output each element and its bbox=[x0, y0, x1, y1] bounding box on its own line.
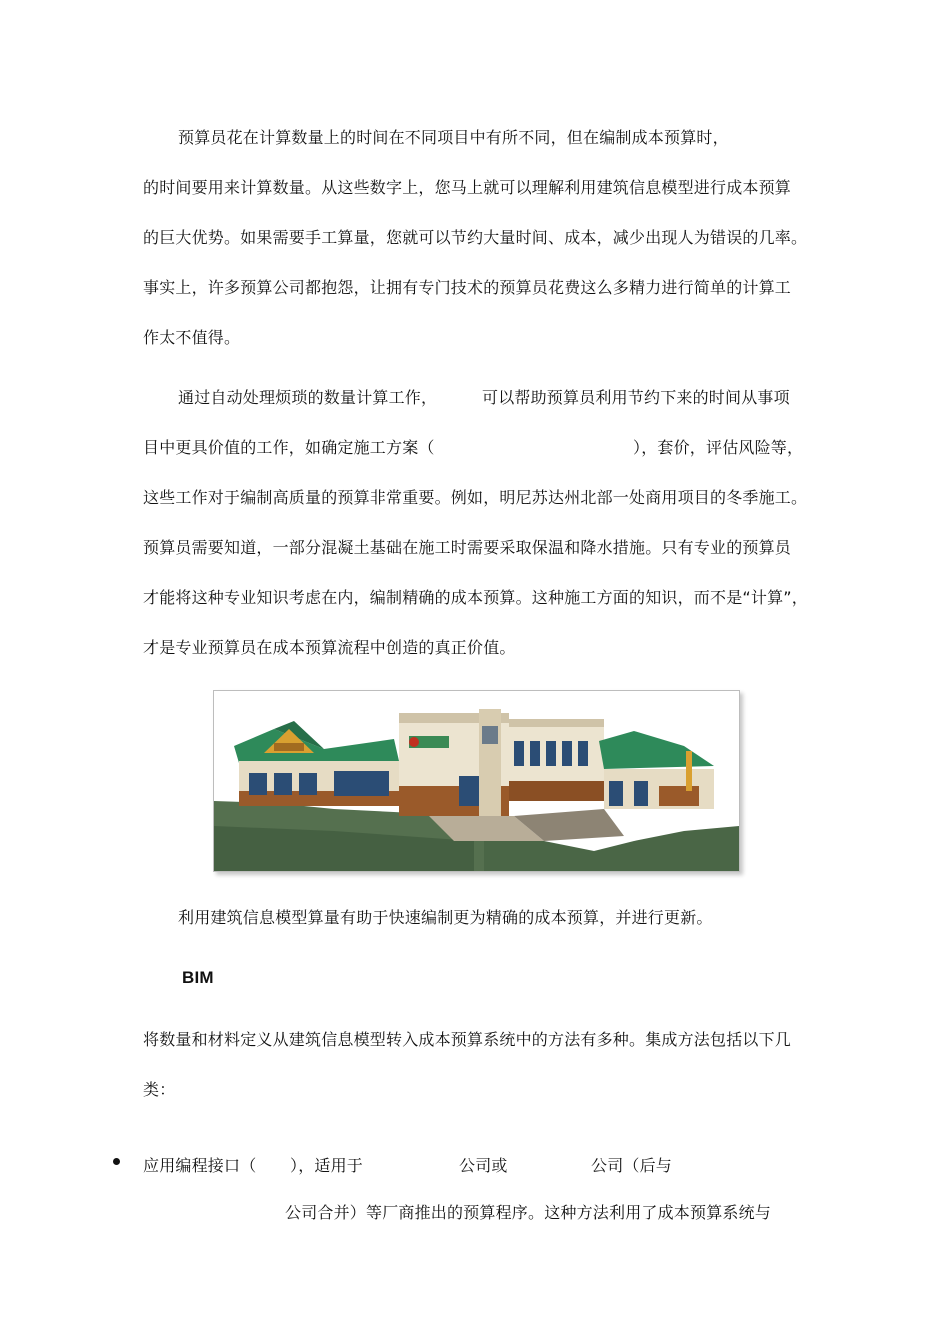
bullet-1-line-1b: ），适用于 bbox=[290, 1156, 364, 1175]
paragraph-2-line-5: 才能将这种专业知识考虑在内，编制精确的成本预算。这种施工方面的知识，而不是“计算”， bbox=[143, 588, 808, 607]
paragraph-2-line-3: 这些工作对于编制高质量的预算非常重要。例如，明尼苏达州北部一处商用项目的冬季施工。 bbox=[143, 488, 808, 507]
paragraph-2-line-4: 预算员需要知道，一部分混凝土基础在施工时需要采取保温和降水措施。只有专业的预算员 bbox=[143, 538, 792, 557]
paragraph-2-line-2a: 目中更具价值的工作，如确定施工方案（ bbox=[143, 438, 435, 457]
paragraph-1-line-4: 事实上，许多预算公司都抱怨，让拥有专门技术的预算员花费这么多精力进行简单的计算工 bbox=[143, 278, 792, 297]
bullet-1-line-1c: 公司或 bbox=[459, 1156, 508, 1175]
building-illustration bbox=[214, 691, 739, 871]
section-heading: BIM bbox=[182, 968, 214, 987]
paragraph-2-line-1b: 可以帮助预算员利用节约下来的时间从事项 bbox=[482, 388, 790, 407]
paragraph-2-line-6: 才是专业预算员在成本预算流程中创造的真正价值。 bbox=[143, 638, 516, 657]
paragraph-3-line-1: 将数量和材料定义从建筑信息模型转入成本预算系统中的方法有多种。集成方法包括以下几 bbox=[143, 1030, 792, 1049]
bullet-1-line-1a: 应用编程接口（ bbox=[143, 1156, 257, 1175]
bullet-marker bbox=[113, 1158, 120, 1165]
paragraph-1-line-1: 预算员花在计算数量上的时间在不同项目中有所不同，但在编制成本预算时， bbox=[178, 128, 729, 147]
building-rendering-image bbox=[213, 690, 740, 872]
paragraph-1-line-2: 的时间要用来计算数量。从这些数字上，您马上就可以理解利用建筑信息模型进行成本预算 bbox=[143, 178, 792, 197]
paragraph-3-line-2: 类： bbox=[143, 1080, 176, 1099]
bullet-1-line-1d: 公司（后与 bbox=[591, 1156, 673, 1175]
paragraph-1-line-5: 作太不值得。 bbox=[143, 328, 241, 347]
paragraph-2-line-1a: 通过自动处理烦琐的数量计算工作， bbox=[178, 388, 438, 407]
bullet-1-line-2: 公司合并）等厂商推出的预算程序。这种方法利用了成本预算系统与 bbox=[285, 1203, 772, 1222]
paragraph-1-line-3: 的巨大优势。如果需要手工算量，您就可以节约大量时间、成本，减少出现人为错误的几率。 bbox=[143, 228, 808, 247]
paragraph-2-line-2b: ），套价，评估风险等， bbox=[633, 438, 804, 457]
figure-caption: 利用建筑信息模型算量有助于快速编制更为精确的成本预算，并进行更新。 bbox=[178, 908, 713, 927]
